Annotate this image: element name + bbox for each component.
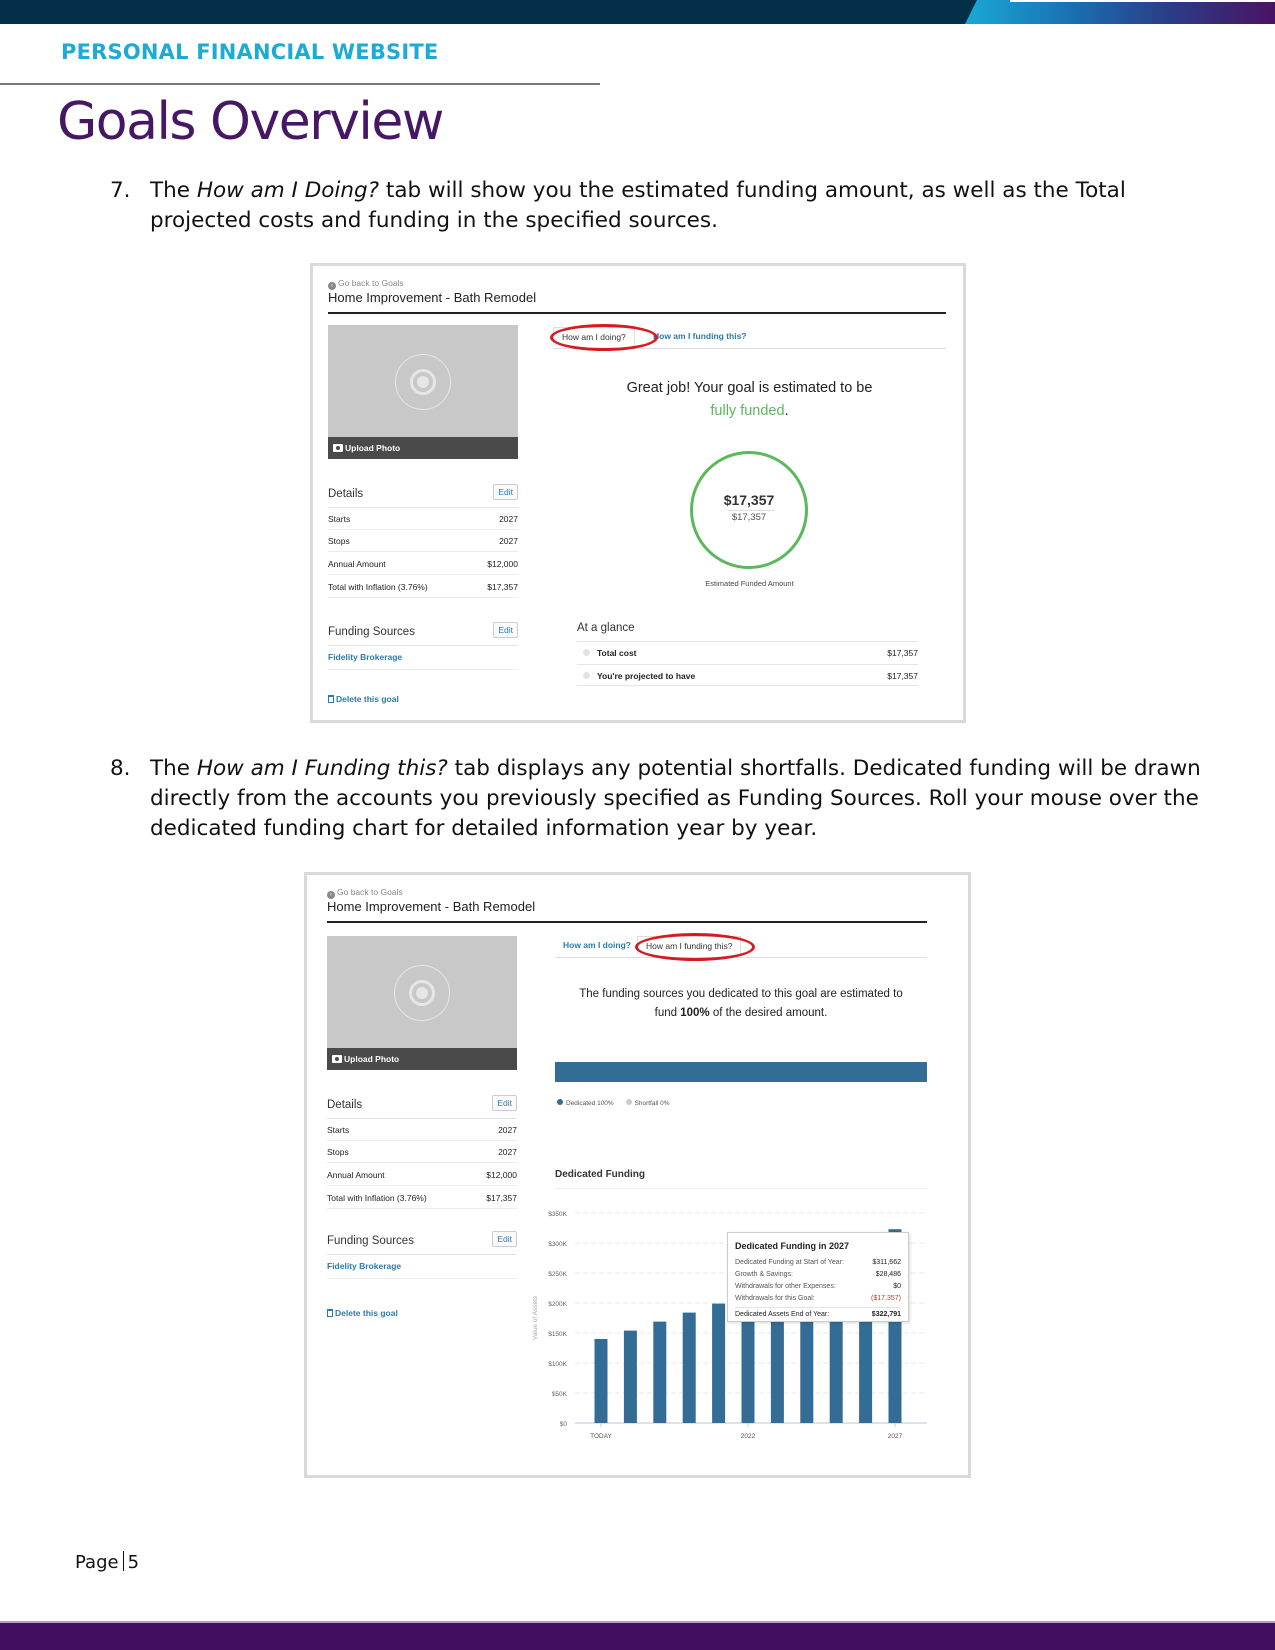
back-link-label: Go back to Goals xyxy=(338,278,404,288)
funded-amount-sub: $17,357 xyxy=(731,512,767,523)
photo-placeholder-dot xyxy=(417,376,429,388)
message-period: . xyxy=(784,403,789,419)
status-message-line: The funding sources you dedicated to this goal are estimated to xyxy=(579,988,903,1000)
funded-amount-underline xyxy=(728,510,774,511)
delete-goal-link[interactable] xyxy=(327,1308,398,1318)
upload-photo-label: Upload Photo xyxy=(345,443,401,453)
chart-tooltip xyxy=(727,1232,909,1322)
tooltip-total-row xyxy=(735,1307,901,1321)
tab-how-am-i-funding-this[interactable]: How am I funding this? xyxy=(637,936,741,955)
upload-photo-button[interactable] xyxy=(328,437,518,459)
back-to-goals-link[interactable] xyxy=(328,278,404,290)
step-text xyxy=(150,754,1210,844)
photo-placeholder-dot xyxy=(416,987,428,999)
details-row xyxy=(328,508,518,530)
step-text-pre: The xyxy=(150,178,197,203)
y-tick-label: $50K xyxy=(551,1391,567,1398)
dedicated-legend-dot xyxy=(557,1099,563,1105)
tooltip-key: Growth & Savings: xyxy=(735,1271,793,1278)
details-key: Total with Inflation (3.76%) xyxy=(327,1193,427,1203)
glance-row xyxy=(577,664,918,686)
details-key: Starts xyxy=(327,1125,350,1135)
goal-title: Home Improvement - Bath Remodel xyxy=(328,290,537,305)
legend-dedicated: Dedicated 100% xyxy=(566,1100,614,1107)
glance-key: You're projected to have xyxy=(597,671,696,681)
funding-source-row xyxy=(328,646,518,670)
details-label: Details xyxy=(328,488,364,500)
details-row xyxy=(328,530,518,552)
details-row xyxy=(328,553,518,575)
goal-detail-app xyxy=(307,875,968,1475)
at-a-glance-title: At a glance xyxy=(577,622,635,634)
funding-source-row xyxy=(327,1255,517,1279)
step-text xyxy=(150,176,1210,236)
step-text-post: tab displays any potential shortfalls. Dedicated funding will be drawn directly from the accounts you previously specified as Funding Sources. Roll your mouse over the dedicated funding chart for detailed information year by year. xyxy=(150,756,1201,841)
details-value: $12,000 xyxy=(486,1170,517,1180)
y-tick-label: $350K xyxy=(548,1211,567,1218)
message-post: of the desired amount. xyxy=(709,1007,828,1019)
chart-bar xyxy=(653,1322,666,1423)
chart-title: Dedicated Funding xyxy=(555,1169,645,1180)
funding-sources-edit-button[interactable]: Edit xyxy=(493,622,518,638)
goal-title-rule xyxy=(328,312,946,314)
funding-sources-edit-button[interactable]: Edit xyxy=(492,1231,517,1247)
step-text-emphasis: How am I Funding this? xyxy=(196,756,448,781)
delete-goal-label: Delete this goal xyxy=(336,694,399,704)
dedicated-funding-bar[interactable] xyxy=(555,1062,927,1082)
details-value: 2027 xyxy=(498,1125,517,1135)
details-row xyxy=(328,576,518,598)
camera-icon xyxy=(332,1055,342,1063)
tooltip-value: $28,486 xyxy=(875,1271,901,1278)
details-edit-button[interactable]: Edit xyxy=(492,1095,517,1111)
tab-how-am-i-doing[interactable]: How am I doing? xyxy=(553,327,635,346)
tooltip-key: Dedicated Assets End of Year: xyxy=(735,1311,830,1318)
upload-photo-button[interactable] xyxy=(327,1048,517,1070)
funding-bar-legend xyxy=(557,1099,670,1107)
details-edit-button[interactable]: Edit xyxy=(493,484,518,500)
tooltip-row xyxy=(735,1283,901,1295)
chart-bar xyxy=(683,1313,696,1423)
back-to-goals-link[interactable] xyxy=(327,887,403,899)
step-text-emphasis: How am I Doing? xyxy=(196,178,380,203)
tooltip-key: Withdrawals for this Goal: xyxy=(735,1295,815,1302)
delete-goal-label: Delete this goal xyxy=(335,1308,398,1318)
tooltip-row xyxy=(735,1259,901,1271)
screenshot-how-am-i-doing xyxy=(310,263,966,723)
glance-value: $17,357 xyxy=(887,671,918,681)
x-tick-label: TODAY xyxy=(590,1433,612,1440)
step-number: 7. xyxy=(110,178,131,203)
page-number xyxy=(75,1551,139,1573)
funded-amount-caption: Estimated Funded Amount xyxy=(705,579,794,588)
status-message-line: Great job! Your goal is estimated to be xyxy=(626,380,873,396)
details-key: Total with Inflation (3.76%) xyxy=(328,582,428,592)
tooltip-value: ($17,357) xyxy=(871,1295,901,1302)
details-value: $17,357 xyxy=(487,582,518,592)
funding-sources-header xyxy=(327,1229,517,1255)
glance-dot-icon xyxy=(583,672,590,679)
step-text-post: tab will show you the estimated funding amount, as well as the Total projected costs and funding in the specified sources. xyxy=(150,178,1126,233)
y-tick-label: $250K xyxy=(548,1271,567,1278)
site-title: PERSONAL FINANCIAL WEBSITE xyxy=(61,40,439,64)
upload-photo-label: Upload Photo xyxy=(344,1054,400,1064)
chart-bar xyxy=(595,1339,608,1423)
camera-icon xyxy=(333,444,343,452)
back-link-label: Go back to Goals xyxy=(337,887,403,897)
tab-how-am-i-doing[interactable]: How am I doing? xyxy=(563,940,631,950)
details-value: $17,357 xyxy=(486,1193,517,1203)
step-8 xyxy=(110,754,1210,844)
funding-sources-label: Funding Sources xyxy=(328,626,415,638)
details-key: Stops xyxy=(328,536,350,546)
chevron-left-icon: ‹ xyxy=(328,282,336,290)
goal-title: Home Improvement - Bath Remodel xyxy=(327,899,536,914)
chart-bar xyxy=(712,1304,725,1423)
glance-value: $17,357 xyxy=(887,648,918,658)
footer-bar xyxy=(0,1623,1275,1650)
details-key: Annual Amount xyxy=(327,1170,385,1180)
status-message-line-2 xyxy=(553,400,946,423)
details-key: Annual Amount xyxy=(328,559,386,569)
tooltip-value: $322,791 xyxy=(871,1311,901,1318)
y-tick-label: $200K xyxy=(548,1301,567,1308)
details-row xyxy=(327,1187,517,1209)
funding-status-message xyxy=(555,985,927,1023)
step-7 xyxy=(110,176,1210,236)
x-tick-label: 2022 xyxy=(740,1433,756,1440)
goal-photo xyxy=(328,325,518,459)
chart-title-rule xyxy=(555,1188,927,1189)
trash-icon xyxy=(328,695,334,703)
funding-status-message xyxy=(553,377,946,423)
tooltip-key: Dedicated Funding at Start of Year: xyxy=(735,1259,844,1266)
funded-amount-circle xyxy=(690,451,808,569)
y-axis-label: Value of Assets xyxy=(532,1295,539,1341)
chart-bar xyxy=(624,1331,637,1423)
funded-percent: 100% xyxy=(680,1007,710,1019)
details-row xyxy=(327,1164,517,1186)
funding-sources-label: Funding Sources xyxy=(327,1235,414,1247)
page-number-value: 5 xyxy=(127,1552,140,1573)
y-tick-label: $150K xyxy=(548,1331,567,1338)
funding-source-link[interactable]: Fidelity Brokerage xyxy=(327,1261,402,1271)
screenshot-how-am-i-funding-this xyxy=(304,872,971,1478)
details-label: Details xyxy=(327,1099,363,1111)
page-heading: Goals Overview xyxy=(57,92,443,152)
page-separator xyxy=(123,1551,124,1571)
chevron-left-icon: ‹ xyxy=(327,891,335,899)
goal-tabs xyxy=(553,323,946,349)
tooltip-title: Dedicated Funding in 2027 xyxy=(735,1241,850,1251)
funded-amount: $17,357 xyxy=(723,492,775,508)
glance-row xyxy=(577,641,918,663)
shortfall-legend-dot xyxy=(626,1099,632,1105)
y-tick-label: $100K xyxy=(548,1361,567,1368)
funding-sources-header xyxy=(328,620,518,646)
details-header xyxy=(327,1093,517,1119)
glance-dot-icon xyxy=(583,649,590,656)
details-value: 2027 xyxy=(498,1147,517,1157)
funding-source-link[interactable]: Fidelity Brokerage xyxy=(328,652,403,662)
fully-funded-text: fully funded xyxy=(710,403,785,419)
details-row xyxy=(327,1141,517,1163)
goal-photo xyxy=(327,936,517,1070)
tooltip-row xyxy=(735,1295,901,1307)
x-tick-label: 2027 xyxy=(887,1433,903,1440)
y-tick-label: $300K xyxy=(548,1241,567,1248)
status-message-line-2 xyxy=(555,1004,927,1023)
tooltip-value: $0 xyxy=(893,1283,901,1290)
tooltip-row xyxy=(735,1271,901,1283)
trash-icon xyxy=(327,1309,333,1317)
message-pre: fund xyxy=(654,1007,681,1019)
details-value: $12,000 xyxy=(487,559,518,569)
legend-shortfall: Shortfall 0% xyxy=(634,1100,670,1107)
details-value: 2027 xyxy=(499,514,518,524)
glance-key: Total cost xyxy=(597,648,637,658)
step-number: 8. xyxy=(110,756,131,781)
tab-how-am-i-funding-this[interactable]: How am I funding this? xyxy=(653,331,747,341)
header-bar xyxy=(0,0,1275,24)
details-value: 2027 xyxy=(499,536,518,546)
tooltip-key: Withdrawals for other Expenses: xyxy=(735,1283,836,1290)
step-text-pre: The xyxy=(150,756,197,781)
header-accent-line xyxy=(1010,0,1275,2)
title-divider xyxy=(0,83,600,85)
goal-tabs xyxy=(555,932,927,958)
goal-detail-app xyxy=(313,266,963,720)
tooltip-value: $311,662 xyxy=(872,1259,901,1266)
page-label: Page xyxy=(75,1552,119,1573)
goal-title-rule xyxy=(327,921,927,923)
delete-goal-link[interactable] xyxy=(328,694,399,704)
details-key: Starts xyxy=(328,514,351,524)
details-key: Stops xyxy=(327,1147,349,1157)
y-tick-label: $0 xyxy=(559,1421,567,1428)
details-header xyxy=(328,482,518,508)
details-row xyxy=(327,1119,517,1141)
header-accent-gradient xyxy=(965,0,1275,24)
